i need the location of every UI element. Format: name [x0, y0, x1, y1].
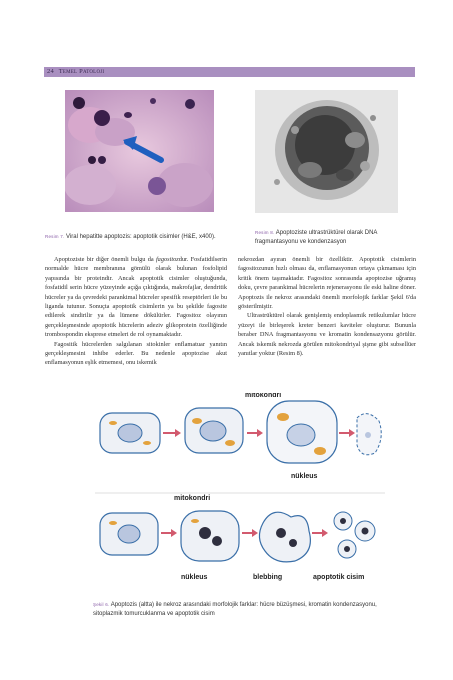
morphology-diagram [95, 393, 385, 593]
figure-8-text: Apoptoziste ultrastrüktürel olarak DNA fragmantasyonu ve kondenzasyon [255, 230, 378, 245]
page-header [47, 67, 104, 77]
histology-image [65, 90, 214, 212]
page-number: 24 [47, 68, 54, 75]
label-mitokondri-bottom: mitokondri [174, 495, 211, 502]
label-nukleus-bottom: nükleus [181, 574, 208, 581]
figure-7-text: Viral hepatitte apoptozis: apoptotik cisimler (H&E, x400). [66, 234, 216, 240]
figure-6-caption [93, 600, 383, 619]
label-apoptotik-cisim: apoptotik cisim [313, 574, 365, 581]
body-right-paragraph-2: Ultrastrüktürel olarak genişlemiş endoplasmik retikulumlar hücre yüzeyi ile birleşerek kreter benzeri kaviteler oluşturur. Bununla beraber DNA fragmantasyonu ve kromatin kondensazyonu görülür. Ancak iskemik nekrozda görülen mitokondriyal şişme gibi subsellüer yanıtlar yoktur (Resim 8). [238, 312, 416, 358]
body-right-paragraph-1: nekrozdan ayıran önemli bir özelliktir. Apoptotik cisimlerin fagositozunun hızlı olması da, enflamasyonun ortaya çıkmaması için kritik önem taşımaktadır. Fagositoz sonrasında apoptozise uğramış doku, çevre parankimal hücrelerin rejenerasyonu ile eski haline döner. Apoptozis ile nekroz arasındaki önemli morfolojik farklar Şekil 6'da gösterilmiştir. [238, 256, 416, 311]
body-column-right [238, 255, 416, 358]
label-nukleus-top: nükleus [291, 473, 318, 480]
body-left-paragraph-2: Fagositik hücrelerden salgılanan sitokinler enflamatuar yanıtın gerçekleşmesini inhibe ederler. Bu nedenle apoptozise akut enflamasyonun eşlik etmemesi, onu iskemik [45, 340, 227, 367]
figure-7-caption [45, 232, 230, 242]
figure-6-text: Apoptozis (altta) ile nekroz arasındaki morfolojik farklar: hücre büzüşmesi, kromatin kondenzasyonu, sitoplazmik tomurcuklanma ve apoptotik cisim [93, 602, 377, 617]
label-mitokondri-top: mitokondri [245, 393, 282, 399]
figure-7-label: Resim 7. [45, 234, 65, 239]
body-column-left [45, 255, 227, 368]
running-title: Temel Patoloji [58, 68, 105, 75]
body-left-paragraph-1: Apoptoziste bir diğer önemli bulgu da fagositozdur. Fosfatidilserin normalde hücre membranına gömülü olarak bulunan fosfolipid yapısında bir proteindir. Ancak apoptotik cisimler oluştuğunda, fosfatidil serin hücre yüzeyinde açığa çıktığında, makrofajlar, dendritik hücreler ya da çevredeki parankimal hücreler spesifik reseptörleri ile bu liganda tutunur. Sonuçta apoptotik cisimlerin ya bu şekilde fagosite edilerek sindirilir ya da lümene dökülürler. Fagositoz olayının gerçekleşmesinde apoptotik hücrelerin adeziv glikoprotein özelliğinde trombospondin eksprese etmeleri de rol oynamaktadır. [45, 256, 227, 339]
apoptosis-row [100, 511, 375, 562]
label-blebbing: blebbing [253, 574, 283, 581]
figure-8-label: Resim 8. [255, 230, 275, 235]
figure-6-label: Şekil 6. [93, 602, 110, 607]
electron-micrograph [255, 90, 398, 213]
necrosis-row [100, 401, 381, 463]
figure-8-caption [255, 228, 415, 247]
